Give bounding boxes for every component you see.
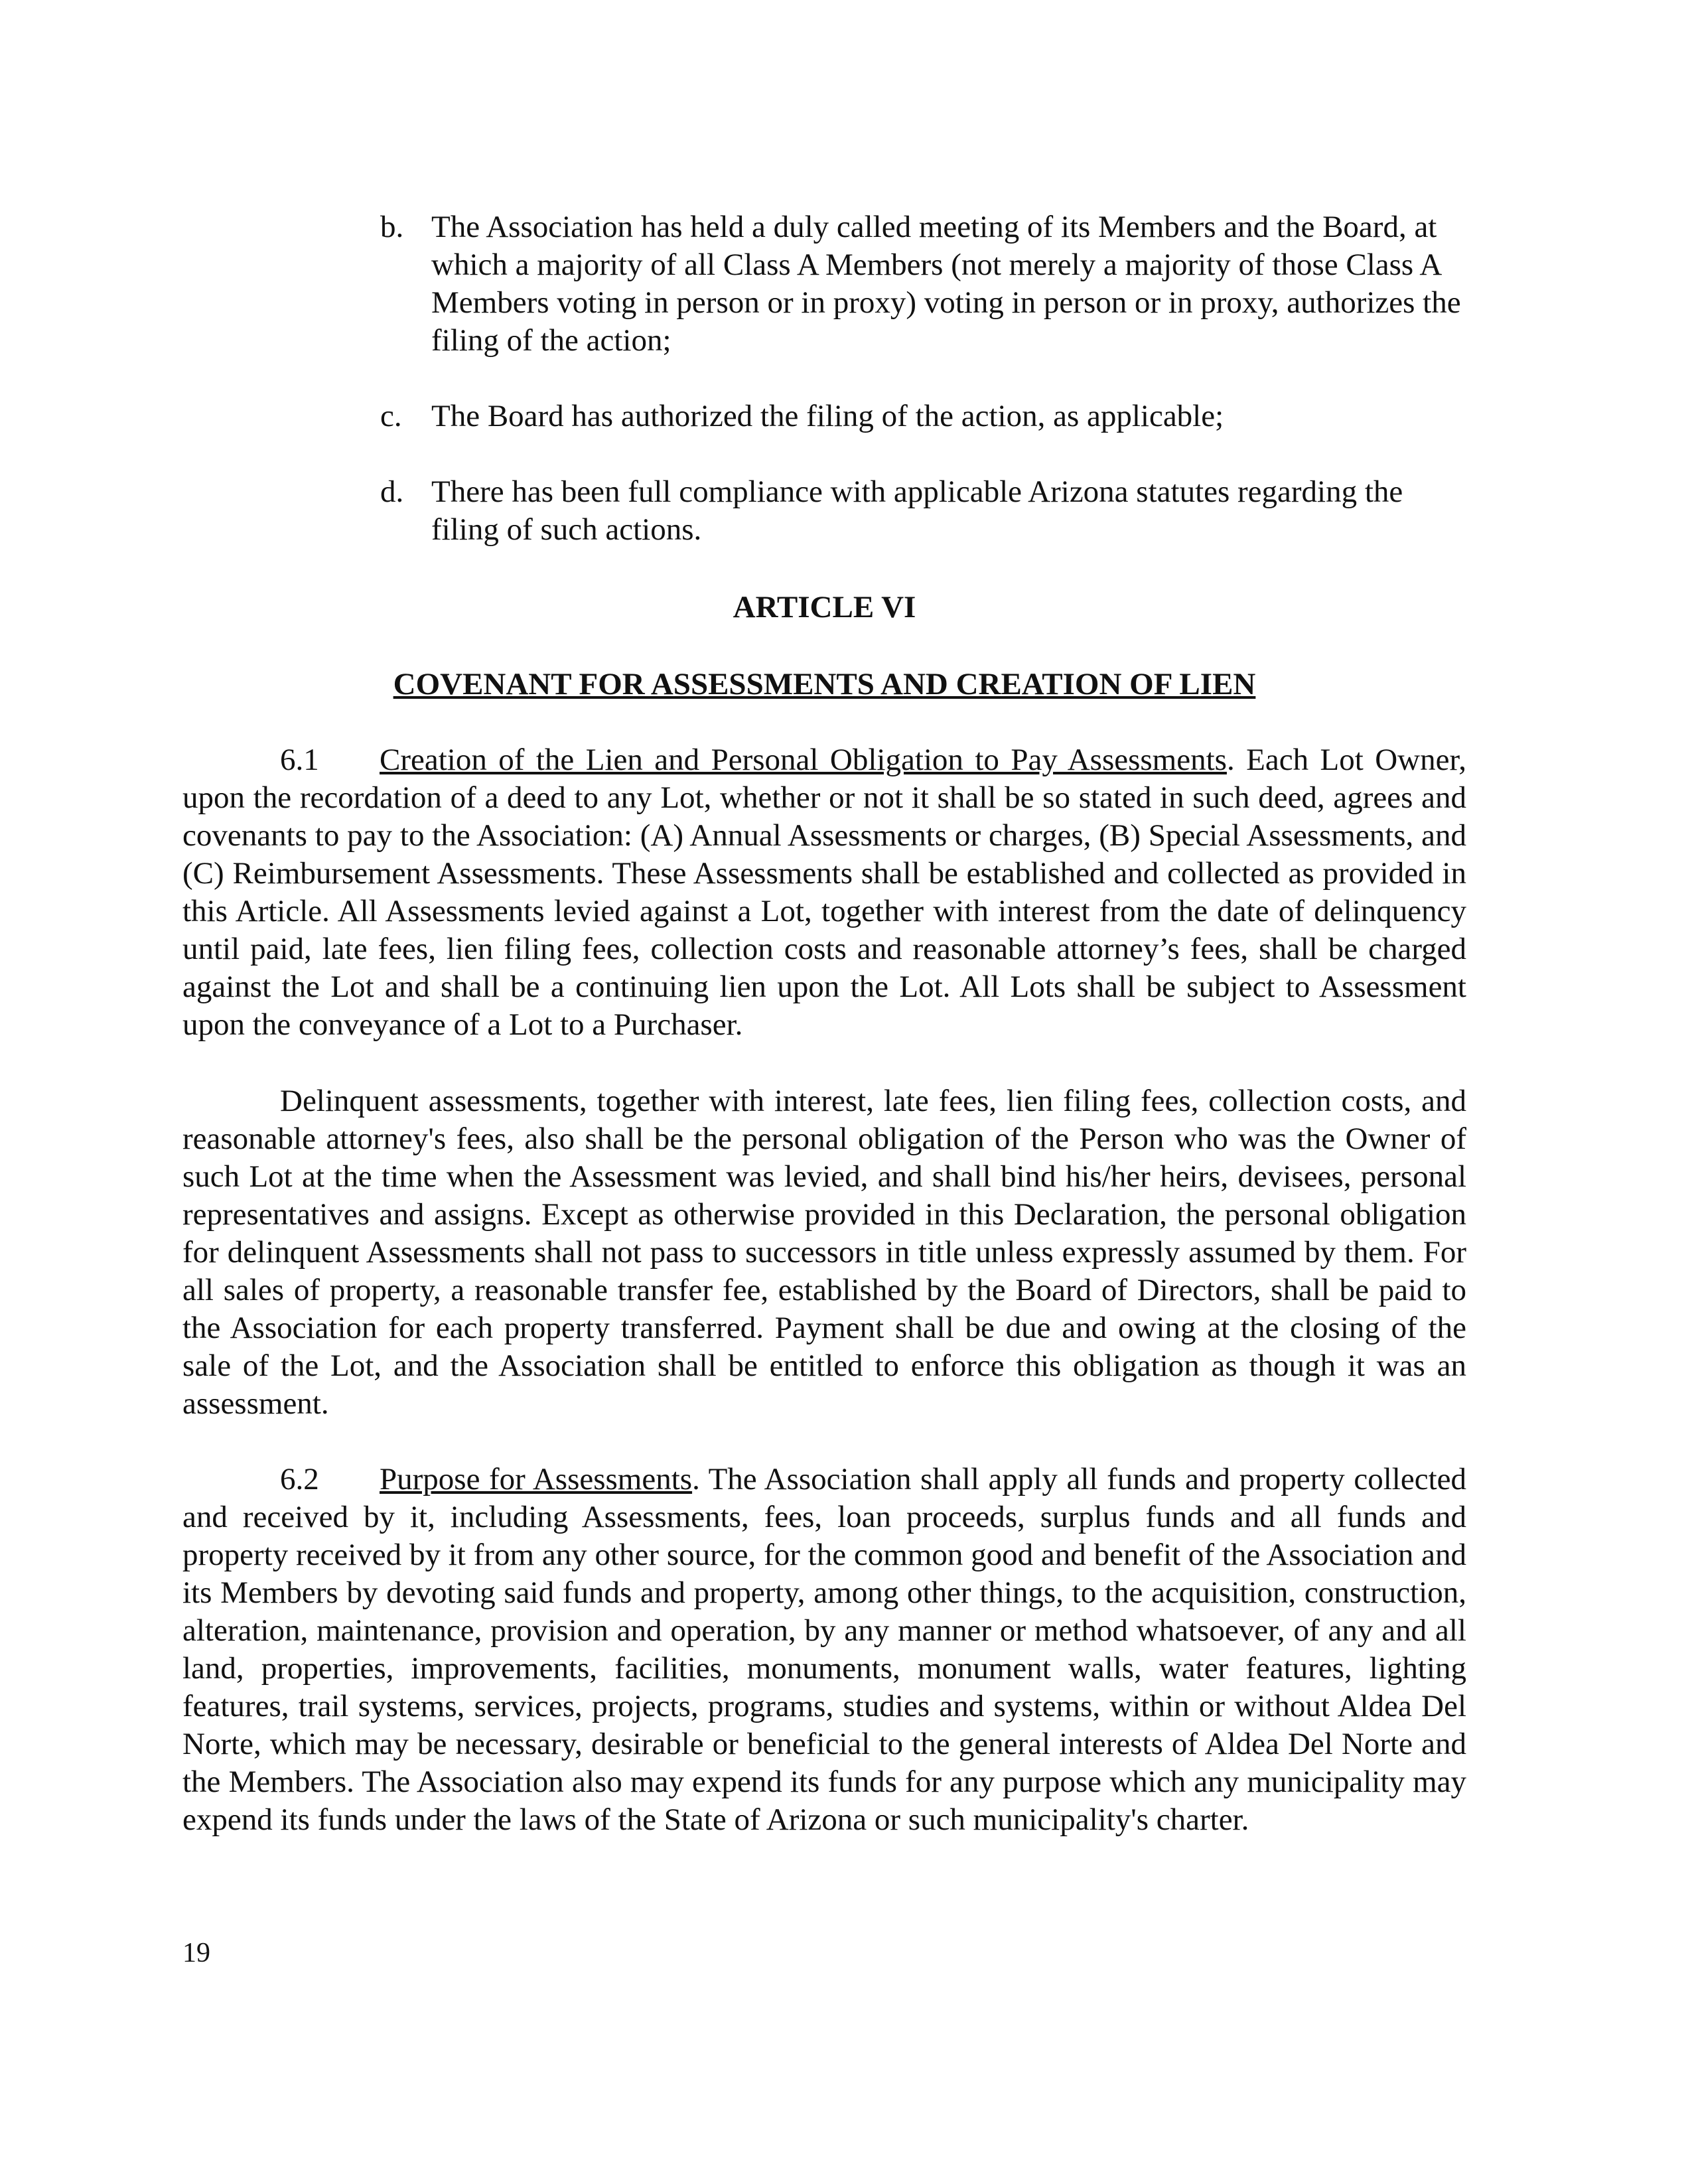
section-body: . Each Lot Owner, upon the recordation of a deed to any Lot, whether or not it shall be so stated in such deed, agrees and covenants to pay to the Association: (A) Annual Assessments or charges, (B) Special Assessments, and (C) Reimbursement Assessments. These Assessments shall be established and collected as provided in this Article. All Assessments levied against a Lot, together with interest from the date of delinquency until paid, late fees, lien filing fees, collection costs and reasonable attorney’s fees, shall be charged against the Lot and shall be a continuing lien upon the Lot. All Lots shall be subject to Assessment upon the conveyance of a Lot to a Purchaser.	[182, 743, 1466, 1042]
list-item-marker: c.	[380, 399, 402, 433]
section-6-2-paragraph	[182, 1461, 1466, 1839]
list-item	[362, 473, 1463, 549]
list-item-marker: d.	[380, 474, 404, 509]
list-item-marker: b.	[380, 210, 404, 244]
article-number-heading: ARTICLE VI	[733, 590, 916, 624]
list-item	[362, 208, 1463, 360]
conditions-list	[362, 208, 1463, 587]
section-6-1-paragraph	[182, 741, 1466, 1044]
list-item-text: The Board has authorized the filing of the action, as applicable;	[431, 399, 1224, 433]
list-item-text: The Association has held a duly called meeting of its Members and the Board, at which a majority of all Class A Members (not merely a majority of those Class A Members voting in person or in proxy) voting in person or in proxy, authorizes the filing of the action;	[431, 210, 1461, 358]
section-6-1-continuation: Delinquent assessments, together with interest, late fees, lien filing fees, collection costs, and reasonable attorney's fees, also shall be the personal obligation of the Person who was the Owner of such Lot at the time when the Assessment was levied, and shall bind his/her heirs, devisees, personal representatives and assigns. Except as otherwise provided in this Declaration, the personal obligation for delinquent Assessments shall not pass to successors in title unless expressly assumed by them. For all sales of property, a reasonable transfer fee, established by the Board of Directors, shall be paid to the Association for each property transferred. Payment shall be due and owing at the closing of the sale of the Lot, and the Association shall be entitled to enforce this obligation as though it was an assessment.	[182, 1084, 1466, 1421]
section-number: 6.2	[280, 1462, 319, 1496]
list-item-text: There has been full compliance with applicable Arizona statutes regarding the filing of such actions.	[431, 474, 1403, 547]
article-title-heading: COVENANT FOR ASSESSMENTS AND CREATION OF LIEN	[393, 667, 1256, 701]
section-number: 6.1	[280, 743, 319, 777]
list-item	[362, 398, 1463, 435]
section-body: . The Association shall apply all funds and property collected and received by it, including Assessments, fees, loan proceeds, surplus funds and all funds and property received by it from any other source, for the common good and benefit of the Association and its Members by devoting said funds and property, among other things, to the acquisition, construction, alteration, maintenance, provision and operation, by any manner or method whatsoever, of any and all land, properties, improvements, facilities, monuments, monument walls, water features, lighting features, trail systems, services, projects, programs, studies and systems, within or without Aldea Del Norte, which may be necessary, desirable or beneficial to the general interests of Aldea Del Norte and the Members. The Association also may expend its funds for any purpose which any municipality may expend its funds under the laws of the State of Arizona or such municipality's charter.	[182, 1462, 1466, 1837]
page-number: 19	[182, 1938, 210, 1968]
section-title: Purpose for Assessments	[380, 1462, 693, 1496]
section-title: Creation of the Lien and Personal Obligation to Pay Assessments	[380, 743, 1227, 777]
